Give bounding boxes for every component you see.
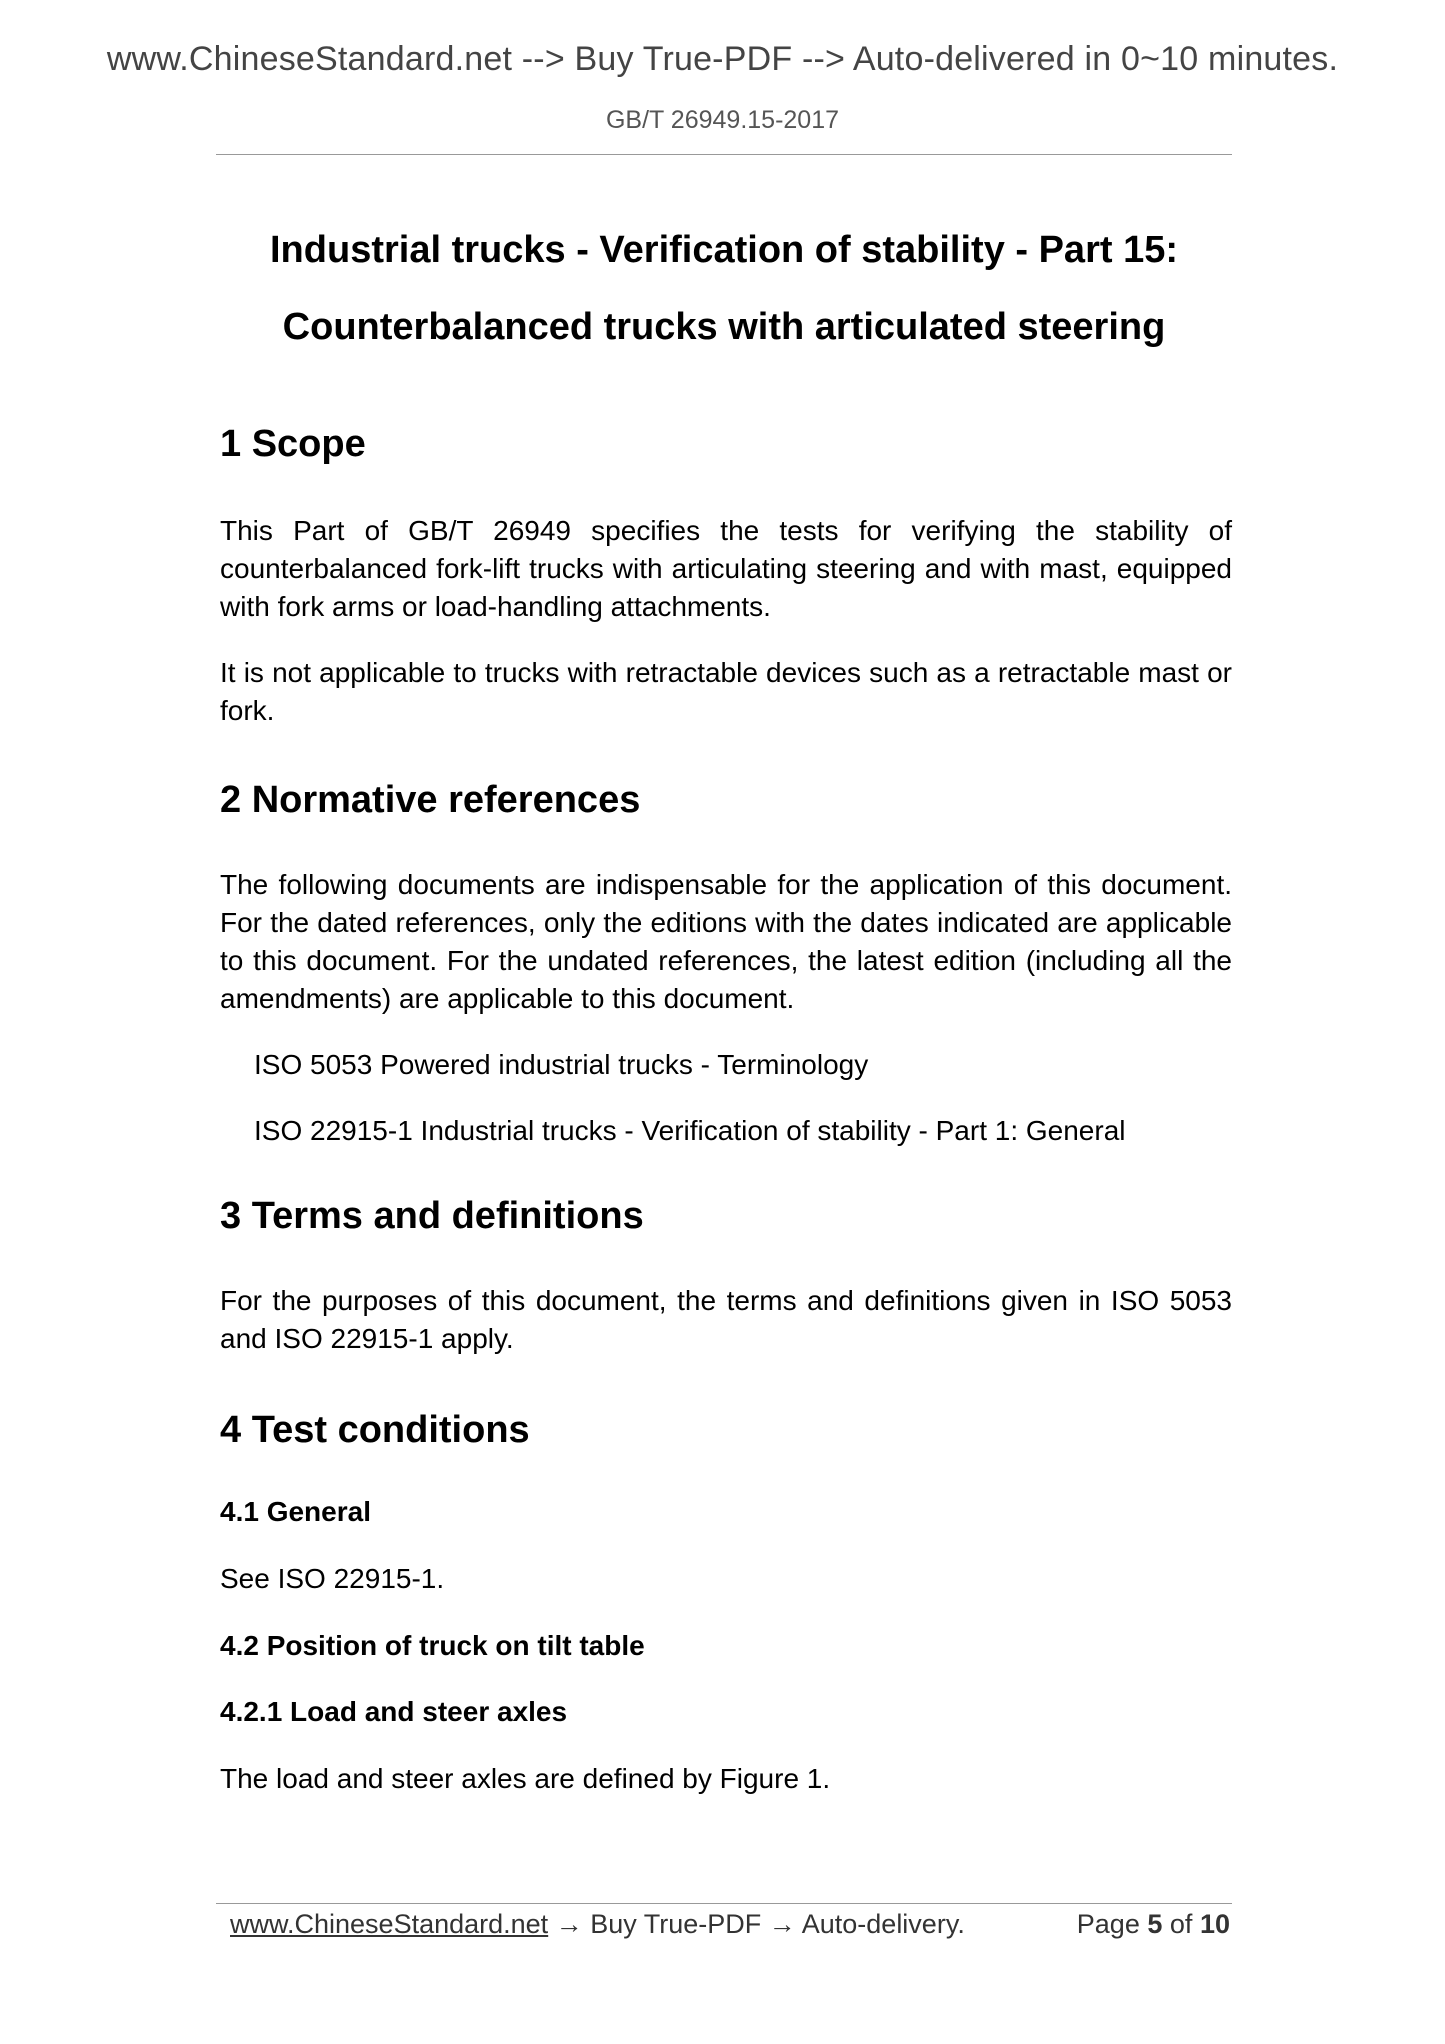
page-total: 10	[1199, 1909, 1230, 1939]
section-heading-scope: 1 Scope	[220, 423, 366, 465]
subsection-heading-position: 4.2 Position of truck on tilt table	[220, 1630, 645, 1661]
section-heading-test-conditions: 4 Test conditions	[220, 1409, 530, 1451]
page-footer	[230, 1909, 1230, 1945]
scope-paragraph-2: It is not applicable to trucks with retractable devices such as a retractable mast or fork.	[220, 657, 1232, 726]
page-current: 5	[1147, 1909, 1163, 1939]
axles-paragraph: The load and steer axles are defined by Figure 1.	[220, 1763, 831, 1794]
subsection-heading-general: 4.1 General	[220, 1496, 371, 1527]
standard-number: GB/T 26949.15-2017	[605, 106, 840, 134]
normative-paragraph: The following documents are indispensable for the application of this document. For the dated references, only the editions with the dates indicated are applicable to this document. For the undated references, the latest edition (including all the amendments) are applicable to this document.	[220, 869, 1232, 1014]
document-body	[220, 420, 1232, 1798]
scope-paragraph-1: This Part of GB/T 26949 specifies the tests for verifying the stability of counterbalanced fork-lift trucks with articulating steering and with mast, equipped with fork arms or load-handling attachments.	[220, 515, 1232, 622]
page-label: Page	[1076, 1909, 1140, 1939]
top-banner: www.ChineseStandard.net --> Buy True-PDF --> Auto-delivered in 0~10 minutes.	[106, 40, 1339, 78]
page-indicator	[1077, 1909, 1230, 1940]
general-paragraph: See ISO 22915-1.	[220, 1563, 445, 1594]
section-heading-terms: 3 Terms and definitions	[220, 1195, 644, 1237]
subsection-heading-axles: 4.2.1 Load and steer axles	[220, 1696, 568, 1727]
footer-left	[230, 1909, 965, 1940]
title-line-1: Industrial trucks - Verification of stability - Part 15:	[270, 229, 1178, 271]
footer-divider	[216, 1903, 1232, 1904]
header-divider	[216, 154, 1232, 155]
reference-item-1: ISO 5053 Powered industrial trucks - Terminology	[254, 1049, 869, 1080]
reference-item-2: ISO 22915-1 Industrial trucks - Verification of stability - Part 1: General	[254, 1115, 1126, 1146]
title-line-2: Counterbalanced trucks with articulated steering	[282, 306, 1166, 348]
document-title	[216, 212, 1232, 366]
of-label: of	[1169, 1909, 1193, 1939]
terms-paragraph: For the purposes of this document, the terms and definitions given in ISO 5053 and ISO 22915-1 apply.	[220, 1285, 1232, 1354]
footer-text: → Buy True-PDF → Auto-delivery.	[548, 1909, 965, 1939]
section-heading-normative: 2 Normative references	[220, 779, 641, 821]
footer-link[interactable]: www.ChineseStandard.net	[230, 1909, 549, 1939]
